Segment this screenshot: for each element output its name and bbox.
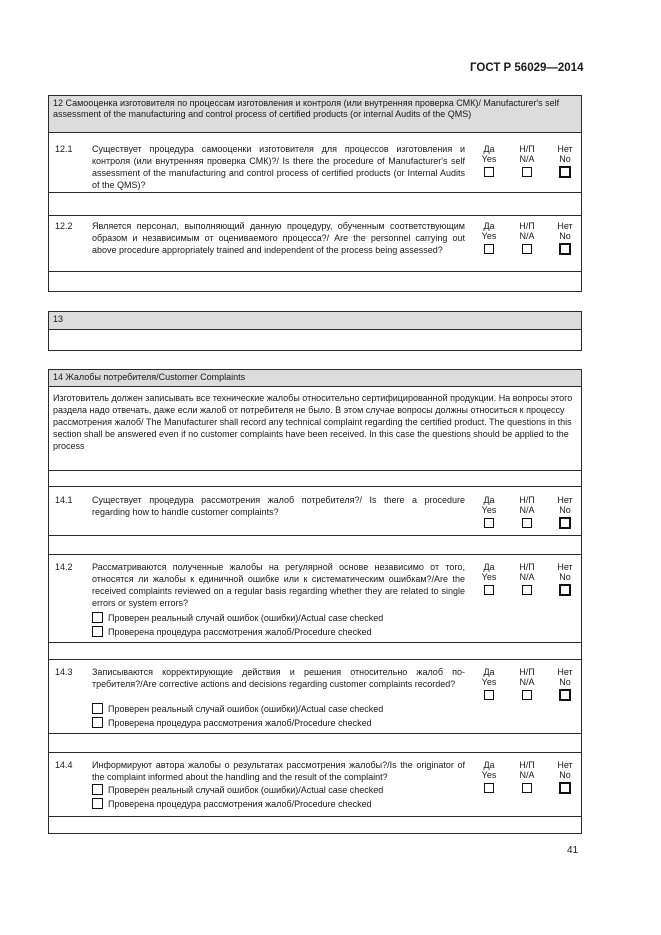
check-procedure[interactable]: [92, 717, 372, 729]
checkbox-procedure[interactable]: [92, 798, 103, 809]
checkbox-na[interactable]: [522, 244, 532, 254]
check-procedure-label: Проверена процедура рассмотрения жалоб/Procedure checked: [108, 799, 372, 809]
check-actual-case[interactable]: [92, 784, 383, 796]
option-na-label: Н/П N/A: [519, 144, 535, 164]
option-yes-label: Да Yes: [481, 221, 497, 241]
checkbox-actual-case[interactable]: [92, 612, 103, 623]
option-no-label: Нет No: [557, 562, 573, 582]
section-13: [48, 311, 582, 351]
row-divider: [49, 733, 581, 734]
question-text: Существует процедура самооценки изготовителя для процессов изготовления и контроля (или внутренняя проверка СМК)?/ Is there the procedure of Manufacturer's self assessment of the manufacturing and control process of certified products (or Internal Audits of the QMS)?: [92, 144, 465, 190]
checkbox-yes[interactable]: [484, 167, 494, 177]
option-yes-label: Да Yes: [481, 562, 497, 582]
checkbox-procedure[interactable]: [92, 717, 103, 728]
question-number: 14.4: [55, 760, 73, 770]
checkbox-actual-case[interactable]: [92, 703, 103, 714]
row-divider: [49, 271, 581, 272]
option-yes-label: Да Yes: [481, 760, 497, 780]
option-na-label: Н/П N/A: [519, 221, 535, 241]
check-procedure-label: Проверена процедура рассмотрения жалоб/Procedure checked: [108, 627, 372, 637]
section-12: [48, 95, 582, 292]
checkbox-no[interactable]: [559, 584, 571, 596]
question-number: 14.3: [55, 667, 73, 677]
row-divider: [49, 554, 581, 555]
row-divider: [49, 192, 581, 193]
section-14-title: 14 Жалобы потребителя/Customer Complaints: [49, 370, 581, 387]
checkbox-no[interactable]: [559, 517, 571, 529]
check-actual-case-label: Проверен реальный случай ошибок (ошибки)/Actual case checked: [108, 785, 384, 795]
checkbox-yes[interactable]: [484, 690, 494, 700]
check-actual-case-label: Проверен реальный случай ошибок (ошибки)/Actual case checked: [108, 613, 384, 623]
check-actual-case-label: Проверен реальный случай ошибок (ошибки)/Actual case checked: [108, 704, 384, 714]
check-procedure-label: Проверена процедура рассмотрения жалоб/Procedure checked: [108, 718, 372, 728]
row-divider: [49, 642, 581, 643]
row-divider: [49, 470, 581, 471]
question-number: 12.2: [55, 221, 73, 231]
checkbox-yes[interactable]: [484, 518, 494, 528]
row-divider: [49, 486, 581, 487]
row-divider: [49, 816, 581, 817]
checkbox-yes[interactable]: [484, 783, 494, 793]
option-yes-label: Да Yes: [481, 495, 497, 515]
checkbox-na[interactable]: [522, 518, 532, 528]
question-text: Существует процедура рассмотрения жалоб потребителя?/ Is there a procedure regarding how to handle customer complaints?: [92, 495, 465, 517]
checkbox-yes[interactable]: [484, 585, 494, 595]
section-12-title: 12 Самооценка изготовителя по процессам изготовления и контроля (или внутренняя проверка СМК)/ Manufacturer's self assessment of the manufacturing and control process of certified products (or internal Audits of the QMS): [49, 96, 581, 133]
option-no-label: Нет No: [557, 144, 573, 164]
row-divider: [49, 659, 581, 660]
option-no-label: Нет No: [557, 667, 573, 687]
checkbox-no[interactable]: [559, 782, 571, 794]
row-divider: [49, 535, 581, 536]
question-number: 14.1: [55, 495, 73, 505]
check-actual-case[interactable]: [92, 703, 383, 715]
checkbox-actual-case[interactable]: [92, 784, 103, 795]
row-divider: [49, 752, 581, 753]
row-divider: [49, 215, 581, 216]
question-number: 14.2: [55, 562, 73, 572]
checkbox-procedure[interactable]: [92, 626, 103, 637]
option-no-label: Нет No: [557, 221, 573, 241]
checkbox-yes[interactable]: [484, 244, 494, 254]
option-yes-label: Да Yes: [481, 667, 497, 687]
section-14-intro: Изготовитель должен записывать все технические жалобы относительно сертифицированной продукции. На вопросы этого раздела надо отвечать, даже если жалоб от потребителя не было. В этом случае вопросы должны относиться к процессу рассмотрения жалоб/ The Manufacturer shall record any technical complaint regarding the certified product. The questions in this section shall be answered even if no customer complaints have been received. In this case the questions should be applied to the process: [53, 393, 573, 451]
question-text: Записываются корректирующие действия и решения относительно жалоб потребителя?/Are corrective actions and decisions regarding customer complaints recorded?: [92, 667, 465, 689]
option-na-label: Н/П N/A: [519, 562, 535, 582]
check-procedure[interactable]: [92, 798, 372, 810]
question-number: 12.1: [55, 144, 73, 154]
checkbox-no[interactable]: [559, 689, 571, 701]
question-text: Рассматриваются полученные жалобы на регулярной основе независимо от того, относятся ли жалобы к единичной ошибке или к систематическим ошибкам?/Are the received complaints reviewed on a regular basis regarding whether they are related to single errors or system errors?: [92, 562, 465, 608]
section-13-title: 13: [49, 312, 581, 330]
option-yes-label: Да Yes: [481, 144, 497, 164]
option-na-label: Н/П N/A: [519, 495, 535, 515]
question-text: Является персонал, выполняющий данную процедуру, обученным соответствующим образом и независимым от оцениваемого процесса?/ Are the personnel carrying out above procedure appropriately trained and independent of the process being assessed?: [92, 221, 465, 255]
checkbox-na[interactable]: [522, 585, 532, 595]
option-no-label: Нет No: [557, 495, 573, 515]
option-no-label: Нет No: [557, 760, 573, 780]
checkbox-na[interactable]: [522, 167, 532, 177]
document-code: ГОСТ Р 56029—2014: [470, 62, 584, 74]
page-number: 41: [567, 845, 579, 856]
check-actual-case[interactable]: [92, 612, 383, 624]
checkbox-na[interactable]: [522, 783, 532, 793]
checkbox-no[interactable]: [559, 166, 571, 178]
checkbox-na[interactable]: [522, 690, 532, 700]
option-na-label: Н/П N/A: [519, 667, 535, 687]
checkbox-no[interactable]: [559, 243, 571, 255]
check-procedure[interactable]: [92, 626, 372, 638]
question-text: Информируют автора жалобы о результатах рассмотрения жалобы?/Is the originator of the complaint informed about the handling and the result of the complaint?: [92, 760, 465, 782]
option-na-label: Н/П N/A: [519, 760, 535, 780]
section-14: [48, 369, 582, 834]
